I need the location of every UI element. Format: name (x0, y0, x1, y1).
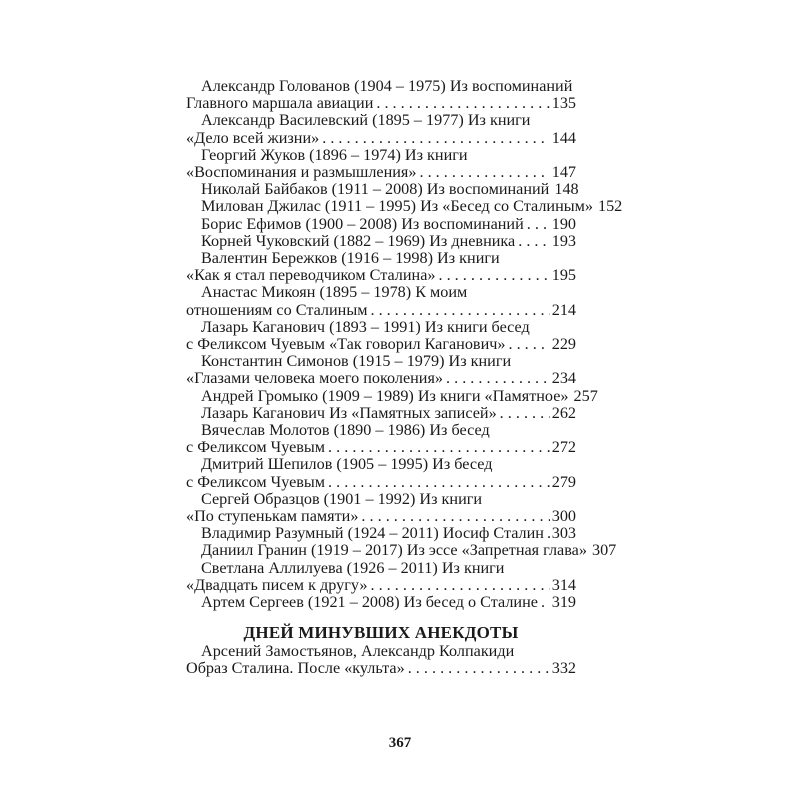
toc-entry-text: отношениям со Сталиным (186, 300, 368, 319)
dot-leader (367, 302, 549, 319)
dot-leader (416, 164, 549, 181)
toc-entry (186, 525, 576, 542)
toc-entry-text: Светлана Аллилуева (1926 – 2011) Из книги (201, 558, 505, 577)
toc-page-number: 135 (551, 94, 576, 113)
toc-entry-text: Анастас Микоян (1895 – 1978) К моим (201, 283, 468, 302)
toc-entry-text: «Как я стал переводчиком Сталина» (186, 266, 436, 285)
toc-page-number: 214 (551, 300, 576, 319)
toc-entry-text: Владимир Разумный (1924 – 2011) Иосиф Сталин (201, 524, 544, 543)
toc-page-number: 262 (551, 403, 576, 422)
toc-entry (186, 197, 623, 216)
toc-entry-text: Образ Сталина. После «культа» (186, 658, 405, 677)
toc-entry-text: Андрей Громыко (1909 – 1989) Из книги «Памятное» (201, 386, 569, 405)
toc-entry-text: «Воспоминания и размышления» (186, 163, 417, 182)
toc-entry-text: Даниил Гранин (1919 – 2017) Из эссе «Запретная глава» (201, 541, 587, 560)
toc-page-number: 303 (551, 524, 576, 543)
toc-page-number: 148 (554, 180, 579, 199)
toc-entry-text: «По ступенькам памяти» (186, 507, 359, 526)
toc-page-number: 332 (551, 658, 576, 677)
toc-entry-text: «Дело всей жизни» (186, 128, 320, 147)
toc-page-number: 307 (591, 541, 617, 560)
toc-entry-text: Николай Байбаков (1911 – 2008) Из воспоминаний (201, 180, 550, 199)
dot-leader (505, 336, 549, 353)
toc-entry (186, 405, 576, 422)
page-number: 367 (388, 735, 412, 751)
toc-page-number: 147 (551, 163, 576, 182)
toc-entry-line (186, 302, 576, 319)
toc-page-number: 229 (551, 335, 576, 354)
toc-entry (186, 180, 579, 199)
toc-entry-text: Главного маршала авиации (186, 94, 374, 113)
toc-entry-line (186, 474, 576, 491)
toc-entry-text: Александр Василевский (1895 – 1977) Из книги (201, 111, 531, 130)
toc-entry-line (186, 197, 623, 216)
toc-page-number: 234 (551, 369, 576, 388)
toc-entry (186, 560, 576, 594)
dot-leader (524, 216, 550, 233)
toc-entry (186, 284, 576, 318)
toc-entry (186, 233, 576, 250)
dot-leader (325, 474, 550, 491)
toc-entry-text: Александр Голованов (1904 – 1975) Из воспоминаний (201, 77, 573, 95)
dot-leader (435, 267, 549, 284)
toc-entry (186, 216, 576, 233)
toc-entry-line (186, 216, 576, 233)
toc-entry-line (186, 594, 576, 611)
toc-entry-line (186, 164, 576, 181)
toc-entry-text: Вячеслав Молотов (1890 – 1986) Из бесед (201, 421, 490, 440)
toc-entry-line (186, 233, 576, 250)
toc-entry-text: Артем Сергеев (1921 – 2008) Из бесед о Сталине (201, 593, 538, 612)
toc-entry (186, 386, 598, 405)
toc-entry-line (186, 541, 617, 560)
dot-leader (405, 660, 550, 677)
toc-entry-text: «Двадцать писем к другу» (186, 575, 368, 594)
dot-leader (538, 594, 550, 611)
toc-entry-text: Милован Джилас (1911 – 1995) Из «Бесед со Сталиным» (201, 197, 593, 216)
dot-leader (373, 95, 549, 112)
toc-entry (186, 491, 576, 525)
toc-entry-line (186, 508, 576, 525)
table-of-contents (186, 77, 623, 677)
toc-entry (186, 78, 576, 112)
toc-page-number: 279 (551, 472, 576, 491)
dot-leader (358, 508, 549, 525)
toc-page-number: 152 (597, 197, 623, 216)
toc-entry (186, 643, 576, 677)
toc-entry-text: Георгий Жуков (1896 – 1974) Из книги (201, 145, 468, 164)
toc-page-number: 193 (551, 231, 576, 250)
toc-page-number: 190 (551, 214, 576, 233)
toc-entry-text: Борис Ефимов (1900 – 2008) Из воспоминаний (201, 214, 524, 233)
dot-leader (443, 370, 550, 387)
toc-entry-text: Лазарь Каганович Из «Памятных записей» (201, 403, 497, 422)
toc-page-number: 144 (551, 128, 576, 147)
toc-entry-text: Дмитрий Шепилов (1905 – 1995) Из бесед (201, 455, 493, 474)
toc-entry-text: с Феликсом Чуевым «Так говорил Каганович» (186, 335, 506, 354)
toc-entry (186, 456, 576, 490)
toc-entry-line (186, 439, 576, 456)
toc-page-number: 300 (551, 507, 576, 526)
toc-entry (186, 422, 576, 456)
toc-entry (186, 319, 576, 353)
toc-page-number: 195 (551, 266, 576, 285)
dot-leader (319, 130, 549, 147)
toc-entry-line (186, 267, 576, 284)
toc-entry-text: Константин Симонов (1915 – 1979) Из книги (201, 352, 512, 371)
dot-leader (515, 233, 550, 250)
toc-entries (186, 77, 623, 612)
toc-page-number: 257 (573, 386, 598, 405)
section-heading: ДНЕЙ МИНУВШИХ АНЕКДОТЫ (243, 623, 519, 643)
toc-entry-line (186, 95, 576, 112)
section-entries (186, 643, 576, 677)
toc-entry (186, 147, 576, 181)
toc-entry-text: Корней Чуковский (1882 – 1969) Из дневника (201, 231, 516, 250)
dot-leader (497, 405, 550, 422)
toc-page-number: 314 (551, 575, 576, 594)
toc-entry (186, 112, 576, 146)
toc-entry-line (186, 525, 576, 542)
toc-page-number: 272 (551, 438, 576, 457)
toc-entry (186, 250, 576, 284)
toc-page-number: 319 (551, 593, 576, 612)
toc-entry-line (186, 336, 576, 353)
toc-entry (186, 353, 576, 387)
toc-entry-text: Арсений Замостьянов, Александр Колпакиди (201, 641, 515, 660)
toc-entry-line (186, 130, 576, 147)
toc-entry-text: Сергей Образцов (1901 – 1992) Из книги (201, 489, 483, 508)
toc-entry-line (186, 180, 579, 199)
toc-entry-line (186, 370, 576, 387)
toc-entry-line (186, 405, 576, 422)
toc-entry-text: Валентин Бережков (1916 – 1998) Из книги (201, 249, 500, 268)
toc-entry-text: Лазарь Каганович (1893 – 1991) Из книги бесед (201, 317, 530, 336)
toc-entry (186, 541, 617, 560)
toc-entry-text: «Глазами человека моего поколения» (186, 369, 444, 388)
toc-entry-line (186, 577, 576, 594)
toc-entry-line (186, 386, 598, 405)
toc-entry-text: с Феликсом Чуевым (186, 438, 326, 457)
dot-leader (325, 439, 550, 456)
dot-leader (367, 577, 549, 594)
toc-entry-text: с Феликсом Чуевым (186, 472, 326, 491)
toc-entry-line (186, 660, 576, 677)
toc-entry (186, 594, 576, 611)
